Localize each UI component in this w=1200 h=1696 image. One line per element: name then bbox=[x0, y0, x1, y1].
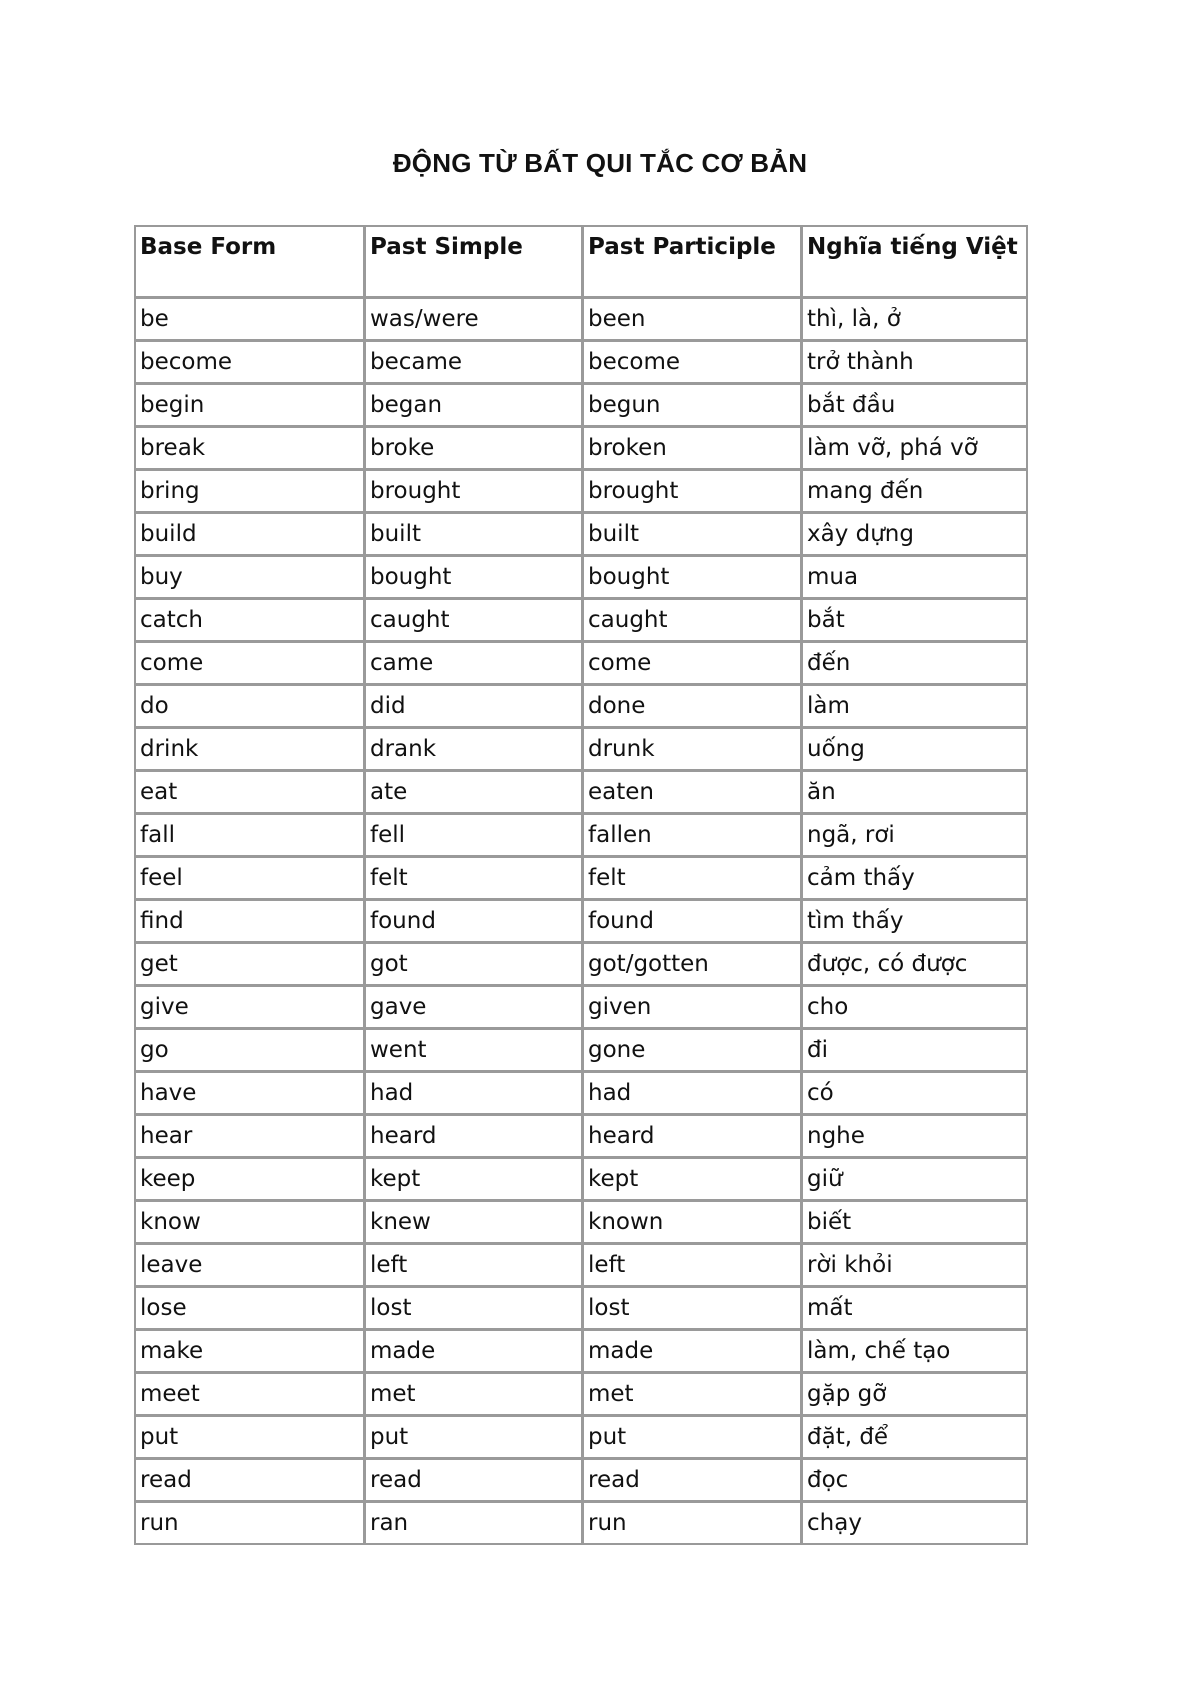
meaning-cell: tìm thấy bbox=[803, 901, 1026, 944]
meaning-cell: làm bbox=[803, 686, 1026, 729]
past-participle-cell: built bbox=[584, 514, 803, 557]
table-row bbox=[136, 1331, 1026, 1374]
base-form-cell: bring bbox=[136, 471, 366, 514]
table-row bbox=[136, 1159, 1026, 1202]
meaning-cell: thì, là, ở bbox=[803, 299, 1026, 342]
past-participle-cell: made bbox=[584, 1331, 803, 1374]
past-participle-cell: eaten bbox=[584, 772, 803, 815]
base-form-cell: run bbox=[136, 1503, 366, 1543]
past-participle-cell: got/gotten bbox=[584, 944, 803, 987]
past-participle-cell: had bbox=[584, 1073, 803, 1116]
meaning-cell: ngã, rơi bbox=[803, 815, 1026, 858]
base-form-cell: do bbox=[136, 686, 366, 729]
past-participle-cell: read bbox=[584, 1460, 803, 1503]
base-form-cell: buy bbox=[136, 557, 366, 600]
past-simple-cell: began bbox=[366, 385, 584, 428]
page-title: ĐỘNG TỪ BẤT QUI TẮC CƠ BẢN bbox=[392, 148, 808, 178]
past-simple-cell: heard bbox=[366, 1116, 584, 1159]
past-simple-cell: built bbox=[366, 514, 584, 557]
past-simple-cell: ate bbox=[366, 772, 584, 815]
meaning-cell: rời khỏi bbox=[803, 1245, 1026, 1288]
past-simple-cell: left bbox=[366, 1245, 584, 1288]
meaning-cell: mua bbox=[803, 557, 1026, 600]
table-row bbox=[136, 729, 1026, 772]
meaning-cell: đặt, để bbox=[803, 1417, 1026, 1460]
base-form-cell: keep bbox=[136, 1159, 366, 1202]
past-simple-cell: came bbox=[366, 643, 584, 686]
past-participle-cell: found bbox=[584, 901, 803, 944]
past-participle-cell: felt bbox=[584, 858, 803, 901]
meaning-cell: mang đến bbox=[803, 471, 1026, 514]
past-participle-cell: become bbox=[584, 342, 803, 385]
meaning-cell: có bbox=[803, 1073, 1026, 1116]
past-simple-cell: went bbox=[366, 1030, 584, 1073]
past-simple-cell: became bbox=[366, 342, 584, 385]
base-form-cell: be bbox=[136, 299, 366, 342]
past-participle-cell: known bbox=[584, 1202, 803, 1245]
base-form-cell: catch bbox=[136, 600, 366, 643]
past-participle-cell: left bbox=[584, 1245, 803, 1288]
table-row bbox=[136, 342, 1026, 385]
table-row bbox=[136, 1030, 1026, 1073]
base-form-cell: fall bbox=[136, 815, 366, 858]
base-form-cell: build bbox=[136, 514, 366, 557]
meaning-cell: cảm thấy bbox=[803, 858, 1026, 901]
base-form-cell: know bbox=[136, 1202, 366, 1245]
table-row bbox=[136, 1503, 1026, 1543]
past-simple-cell: had bbox=[366, 1073, 584, 1116]
base-form-cell: put bbox=[136, 1417, 366, 1460]
meaning-cell: uống bbox=[803, 729, 1026, 772]
table-row bbox=[136, 1417, 1026, 1460]
table-row bbox=[136, 858, 1026, 901]
meaning-cell: nghe bbox=[803, 1116, 1026, 1159]
table-row bbox=[136, 1374, 1026, 1417]
table-row bbox=[136, 1460, 1026, 1503]
meaning-cell: làm vỡ, phá vỡ bbox=[803, 428, 1026, 471]
table-row bbox=[136, 1288, 1026, 1331]
meaning-cell: cho bbox=[803, 987, 1026, 1030]
irregular-verbs-table bbox=[134, 225, 1028, 1545]
base-form-cell: begin bbox=[136, 385, 366, 428]
past-participle-cell: been bbox=[584, 299, 803, 342]
past-simple-cell: met bbox=[366, 1374, 584, 1417]
header-past-simple: Past Simple bbox=[366, 227, 584, 299]
table-row bbox=[136, 987, 1026, 1030]
table-row bbox=[136, 901, 1026, 944]
past-participle-cell: brought bbox=[584, 471, 803, 514]
header-vietnamese-meaning: Nghĩa tiếng Việt bbox=[803, 227, 1026, 299]
base-form-cell: break bbox=[136, 428, 366, 471]
past-participle-cell: bought bbox=[584, 557, 803, 600]
past-participle-cell: heard bbox=[584, 1116, 803, 1159]
base-form-cell: make bbox=[136, 1331, 366, 1374]
past-participle-cell: run bbox=[584, 1503, 803, 1543]
base-form-cell: read bbox=[136, 1460, 366, 1503]
past-participle-cell: kept bbox=[584, 1159, 803, 1202]
table-row bbox=[136, 772, 1026, 815]
table-row bbox=[136, 428, 1026, 471]
meaning-cell: bắt đầu bbox=[803, 385, 1026, 428]
base-form-cell: lose bbox=[136, 1288, 366, 1331]
past-participle-cell: put bbox=[584, 1417, 803, 1460]
meaning-cell: đọc bbox=[803, 1460, 1026, 1503]
past-participle-cell: fallen bbox=[584, 815, 803, 858]
past-simple-cell: kept bbox=[366, 1159, 584, 1202]
past-participle-cell: drunk bbox=[584, 729, 803, 772]
meaning-cell: biết bbox=[803, 1202, 1026, 1245]
base-form-cell: find bbox=[136, 901, 366, 944]
table-row bbox=[136, 1202, 1026, 1245]
past-participle-cell: lost bbox=[584, 1288, 803, 1331]
past-simple-cell: put bbox=[366, 1417, 584, 1460]
table-row bbox=[136, 1245, 1026, 1288]
base-form-cell: drink bbox=[136, 729, 366, 772]
meaning-cell: ăn bbox=[803, 772, 1026, 815]
base-form-cell: become bbox=[136, 342, 366, 385]
past-simple-cell: caught bbox=[366, 600, 584, 643]
table-row bbox=[136, 1073, 1026, 1116]
base-form-cell: have bbox=[136, 1073, 366, 1116]
table-row bbox=[136, 600, 1026, 643]
table-row bbox=[136, 686, 1026, 729]
meaning-cell: gặp gỡ bbox=[803, 1374, 1026, 1417]
base-form-cell: come bbox=[136, 643, 366, 686]
past-simple-cell: bought bbox=[366, 557, 584, 600]
table-row bbox=[136, 944, 1026, 987]
base-form-cell: leave bbox=[136, 1245, 366, 1288]
base-form-cell: go bbox=[136, 1030, 366, 1073]
meaning-cell: xây dựng bbox=[803, 514, 1026, 557]
past-simple-cell: broke bbox=[366, 428, 584, 471]
meaning-cell: đến bbox=[803, 643, 1026, 686]
past-simple-cell: gave bbox=[366, 987, 584, 1030]
table-header-row bbox=[136, 227, 1026, 299]
table-row bbox=[136, 471, 1026, 514]
meaning-cell: chạy bbox=[807, 1510, 862, 1536]
header-base-form: Base Form bbox=[136, 227, 366, 299]
past-simple-cell: ran bbox=[366, 1503, 584, 1543]
past-participle-cell: done bbox=[584, 686, 803, 729]
base-form-cell: feel bbox=[136, 858, 366, 901]
past-participle-cell: met bbox=[584, 1374, 803, 1417]
past-simple-cell: knew bbox=[366, 1202, 584, 1245]
past-simple-cell: fell bbox=[366, 815, 584, 858]
base-form-cell: give bbox=[136, 987, 366, 1030]
past-simple-cell: got bbox=[366, 944, 584, 987]
header-past-participle: Past Participle bbox=[584, 227, 803, 299]
base-form-cell: meet bbox=[136, 1374, 366, 1417]
meaning-cell: làm, chế tạo bbox=[803, 1331, 1026, 1374]
past-participle-cell: caught bbox=[584, 600, 803, 643]
past-simple-cell: found bbox=[366, 901, 584, 944]
past-simple-cell: read bbox=[366, 1460, 584, 1503]
table-row bbox=[136, 299, 1026, 342]
past-simple-cell: made bbox=[366, 1331, 584, 1374]
past-simple-cell: was/were bbox=[366, 299, 584, 342]
past-participle-cell: begun bbox=[584, 385, 803, 428]
base-form-cell: hear bbox=[136, 1116, 366, 1159]
meaning-cell: bắt bbox=[803, 600, 1026, 643]
meaning-cell: được, có được bbox=[803, 944, 1026, 987]
past-simple-cell: lost bbox=[366, 1288, 584, 1331]
past-simple-cell: drank bbox=[366, 729, 584, 772]
past-simple-cell: brought bbox=[366, 471, 584, 514]
meaning-cell: trở thành bbox=[803, 342, 1026, 385]
base-form-cell: eat bbox=[136, 772, 366, 815]
meaning-cell: mất bbox=[803, 1288, 1026, 1331]
table-row bbox=[136, 385, 1026, 428]
table-row bbox=[136, 815, 1026, 858]
table-row bbox=[136, 557, 1026, 600]
table-row bbox=[136, 514, 1026, 557]
meaning-cell: giữ bbox=[803, 1159, 1026, 1202]
past-simple-cell: felt bbox=[366, 858, 584, 901]
past-participle-cell: given bbox=[584, 987, 803, 1030]
table-row bbox=[136, 1116, 1026, 1159]
meaning-cell: đi bbox=[803, 1030, 1026, 1073]
past-participle-cell: gone bbox=[584, 1030, 803, 1073]
past-participle-cell: broken bbox=[584, 428, 803, 471]
base-form-cell: get bbox=[136, 944, 366, 987]
table-row bbox=[136, 643, 1026, 686]
past-participle-cell: come bbox=[584, 643, 803, 686]
past-simple-cell: did bbox=[366, 686, 584, 729]
table-body bbox=[136, 299, 1026, 1543]
